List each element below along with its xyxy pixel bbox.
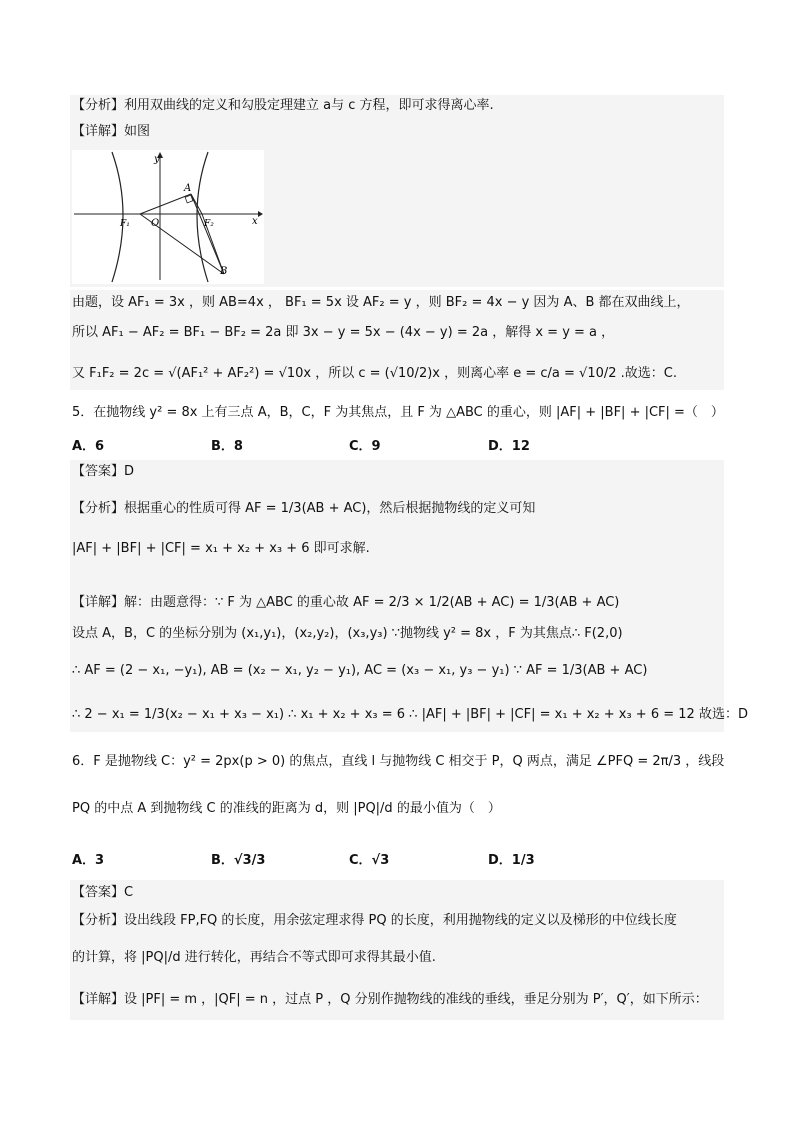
label-F1: F₁ bbox=[120, 219, 130, 229]
q5-option-a: A．6 bbox=[72, 439, 105, 454]
label-O: O bbox=[151, 218, 160, 229]
hyperbola-figure bbox=[72, 150, 264, 284]
analysis-4: 【分析】利用双曲线的定义和勾股定理建立 a与 c 方程，即可求得离心率. bbox=[72, 98, 494, 113]
detail-5-line-2: 设点 A，B，C 的坐标分别为 (x₁,y₁)，(x₂,y₂)，(x₃,y₃) ∵抛物线 y² = 8x ，F 为其焦点∴ F(2,0) bbox=[72, 626, 623, 641]
detail-6-line-1: 【详解】设 |PF| = m ，|QF| = n ，过点 P ，Q 分别作抛物线的准线的垂线，垂足分别为 P′，Q′，如下所示： bbox=[72, 992, 708, 1007]
answer-5: 【答案】D bbox=[72, 464, 135, 479]
q6-option-d: D．1/3 bbox=[488, 853, 535, 868]
analysis-5-line-2: |AF| + |BF| + |CF| = x₁ + x₂ + x₃ + 6 即可求解. bbox=[72, 541, 370, 556]
solution-4-line-2: 所以 AF₁ − AF₂ = BF₁ − BF₂ = 2a 即 3x − y = 5x − (4x − y) = 2a ，解得 x = y = a ， bbox=[72, 325, 615, 340]
label-F2: F₂ bbox=[204, 219, 214, 229]
q6-option-a: A．3 bbox=[72, 853, 105, 868]
hyperbola-svg bbox=[72, 150, 264, 284]
detail-5-line-3: ∴ AF = (2 − x₁, −y₁), AB = (x₂ − x₁, y₂ − y₁), AC = (x₃ − x₁, y₃ − y₁) ∵ AF = 1/3(AB + AC) bbox=[72, 663, 648, 678]
analysis-6-line-1: 【分析】设出线段 FP,FQ 的长度，用余弦定理求得 PQ 的长度，利用抛物线的定义以及梯形的中位线长度 bbox=[72, 913, 677, 928]
question-6-line-1: 6．F 是抛物线 C：y² = 2px(p > 0) 的焦点，直线 l 与抛物线 C 相交于 P，Q 两点，满足 ∠PFQ = 2π/3 ，线段 bbox=[72, 754, 725, 769]
answer-6: 【答案】C bbox=[72, 885, 134, 900]
analysis-5-line-1: 【分析】根据重心的性质可得 AF = 1/3(AB + AC)，然后根据抛物线的定义可知 bbox=[72, 501, 536, 516]
question-6-line-2: PQ 的中点 A 到抛物线 C 的准线的距离为 d，则 |PQ|/d 的最小值为（ ） bbox=[72, 801, 501, 816]
q5-option-d: D．12 bbox=[488, 439, 530, 454]
q5-option-c: C．9 bbox=[349, 439, 381, 454]
q6-option-b: B．√3/3 bbox=[211, 853, 266, 868]
detail-4: 【详解】如图 bbox=[72, 124, 151, 139]
label-y: y bbox=[154, 154, 160, 165]
question-5: 5．在抛物线 y² = 8x 上有三点 A，B，C，F 为其焦点，且 F 为 △ABC 的重心，则 |AF| + |BF| + |CF| =（ ） bbox=[72, 405, 724, 420]
q6-option-c: C．√3 bbox=[349, 853, 390, 868]
q5-option-b: B．8 bbox=[211, 439, 243, 454]
label-A: A bbox=[184, 183, 192, 194]
label-B: B bbox=[220, 266, 228, 277]
label-x: x bbox=[252, 216, 258, 227]
detail-5-line-4: ∴ 2 − x₁ = 1/3(x₂ − x₁ + x₃ − x₁) ∴ x₁ + x₂ + x₃ = 6 ∴ |AF| + |BF| + |CF| = x₁ + x₂ + x₃ + 6 = 12 故选：D bbox=[72, 707, 748, 722]
detail-5-line-1: 【详解】解：由题意得：∵ F 为 △ABC 的重心故 AF = 2/3 × 1/2(AB + AC) = 1/3(AB + AC) bbox=[72, 595, 620, 610]
solution-4-line-3: 又 F₁F₂ = 2c = √(AF₁² + AF₂²) = √10x ，所以 c = (√10/2)x ，则离心率 e = c/a = √10/2 .故选：C. bbox=[72, 366, 677, 381]
solution-4-line-1: 由题，设 AF₁ = 3x ，则 AB=4x ， BF₁ = 5x 设 AF₂ = y ，则 BF₂ = 4x − y 因为 A、B 都在双曲线上， bbox=[72, 295, 690, 310]
analysis-6-line-2: 的计算，将 |PQ|/d 进行转化，再结合不等式即可求得其最小值. bbox=[72, 950, 436, 965]
